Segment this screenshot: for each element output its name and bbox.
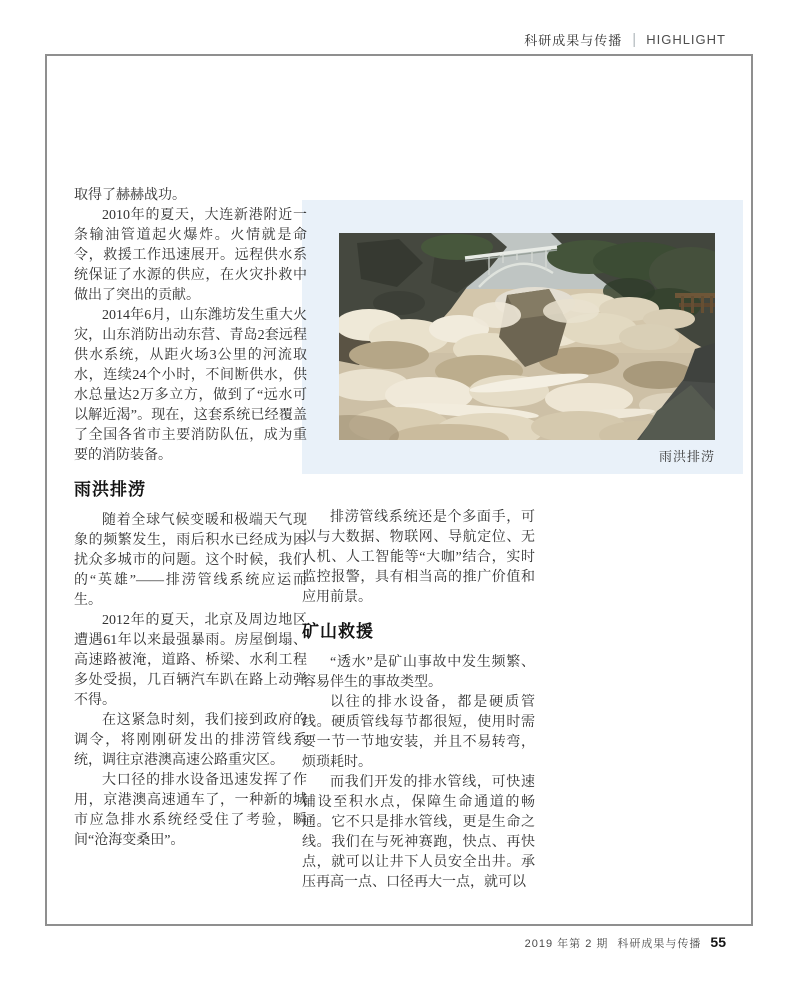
flood-river-illustration [339, 233, 715, 440]
footer-journal: 科研成果与传播 [617, 938, 702, 950]
paragraph: 排涝管线系统还是个多面手，可以与大数据、物联网、导航定位、无人机、人工智能等“大咖”结合，实时监控报警，具有相当高的推广价值和应用前景。 [302, 510, 535, 605]
left-column [74, 186, 307, 851]
header-separator: | [632, 31, 637, 48]
paragraph: 取得了赫赫战功。 [74, 188, 186, 203]
paragraph: 以往的排水设备，都是硬质管线。硬质管线每节都很短，使用时需要一节一节地安装，并且不易转弯，烦琐耗时。 [302, 695, 535, 770]
paragraph: 而我们开发的排水管线，可快速铺设至积水点，保障生命通道的畅通。它不只是排水管线，更是生命之线。我们在与死神赛跑，快点、再快点，就可以让井下人员安全出井。承压再高一点、口径再大一点，就可以 [302, 775, 535, 890]
right-column [302, 508, 535, 893]
paragraph: 2014年6月，山东潍坊发生重大火灾，山东消防出动东营、青岛2套远程供水系统，从距火场3公里的河流取水，连续24个小时，不间断供水，供水总量达2万多立方，做到了“远水可以解近渴”。现在，这套系统已经覆盖了全国各省市主要消防队伍，成为重要的消防装备。 [74, 308, 307, 463]
paragraph: 在这紧急时刻，我们接到政府的调令，将刚刚研发出的排涝管线系统，调往京港澳高速公路重灾区。 [74, 713, 307, 768]
content-frame [45, 54, 753, 926]
header-journal-title: 科研成果与传播 [524, 33, 623, 48]
flood-photo [339, 233, 715, 440]
paragraph: 2012年的夏天，北京及周边地区遭遇61年以来最强暴雨。房屋倒塌、高速路被淹，道路、桥梁、水利工程多处受损，几百辆汽车趴在路上动弹不得。 [74, 613, 307, 708]
section-heading-flood-drainage: 雨洪排涝 [74, 480, 146, 499]
paragraph: “透水”是矿山事故中发生频繁、容易伴生的事故类型。 [302, 655, 535, 690]
paragraph: 随着全球气候变暖和极端天气现象的频繁发生，雨后积水已经成为困扰众多城市的问题。这个时候，我们的“英雄”——排涝管线系统应运而生。 [74, 513, 307, 608]
section-heading-mine-rescue: 矿山救援 [302, 622, 374, 641]
photo-panel [302, 200, 743, 474]
paragraph: 大口径的排水设备迅速发挥了作用，京港澳高速通车了，一种新的城市应急排水系统经受住了考验，瞬间“沧海变桑田”。 [74, 773, 307, 848]
page-header [524, 30, 726, 49]
page-footer [525, 934, 726, 951]
header-section-label: HIGHLIGHT [646, 32, 726, 47]
page-number: 55 [710, 934, 726, 950]
paragraph: 2010年的夏天，大连新港附近一条输油管道起火爆炸。火情就是命令，救援工作迅速展开。远程供水系统保证了水源的供应，在火灾扑救中做出了突出的贡献。 [74, 208, 307, 303]
footer-issue: 2019 年第 2 期 [524, 938, 609, 950]
photo-caption: 雨洪排涝 [658, 449, 715, 464]
